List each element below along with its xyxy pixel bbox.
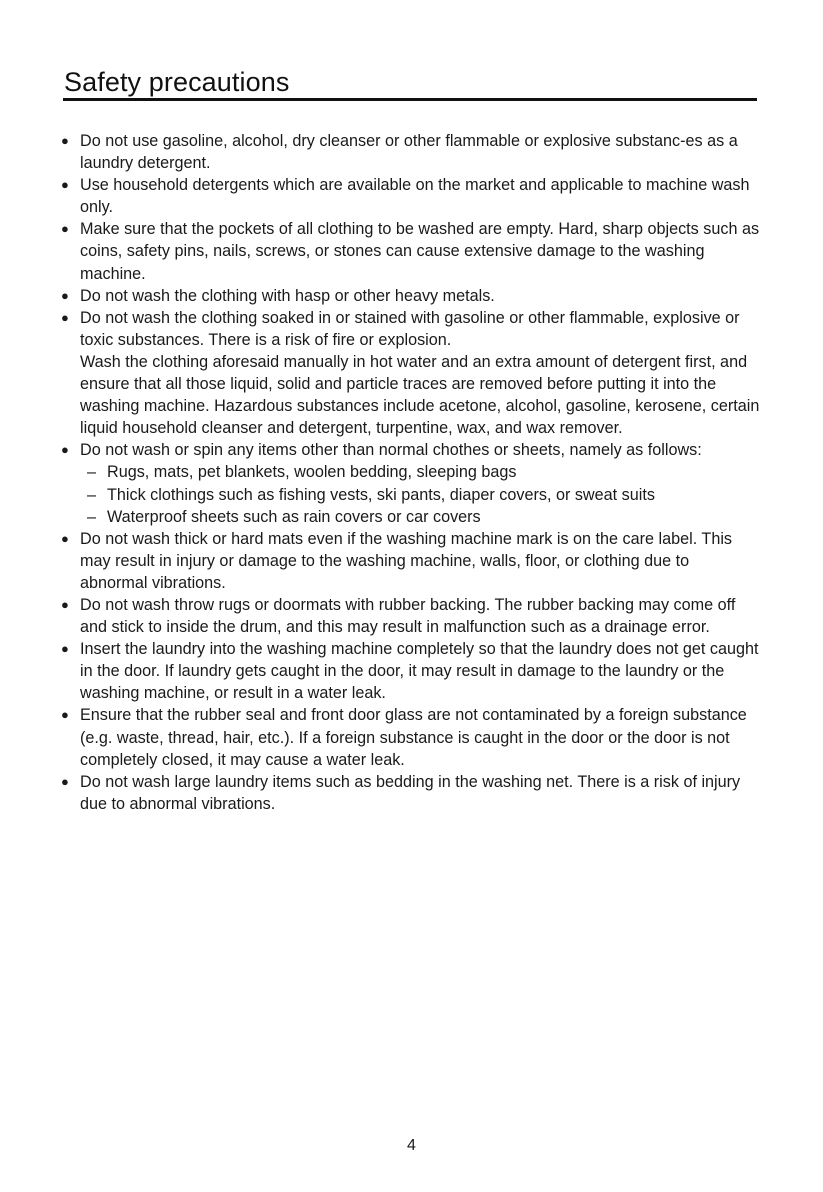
sub-list-item: [80, 484, 760, 506]
list-item: [60, 704, 760, 770]
safety-precautions-list: [60, 130, 760, 815]
list-item: [60, 594, 760, 638]
dash-icon: –: [87, 507, 97, 526]
list-item-text: Do not wash the clothing soaked in or stained with gasoline or other flammable, explosive or toxic substances. There is a risk of fire or explosion.: [80, 308, 740, 349]
list-item-text: Do not use gasoline, alcohol, dry cleanser or other flammable or explosive substanc-es as a laundry detergent.: [80, 132, 738, 173]
page-title: Safety precautions: [64, 67, 290, 97]
page-number: 4: [407, 1137, 416, 1154]
sub-list-item: [80, 506, 760, 528]
bullet-icon: ●: [61, 221, 69, 237]
list-item: [60, 130, 760, 174]
title-underline: [63, 98, 757, 101]
list-item: [60, 528, 760, 594]
sub-list-item-text: Rugs, mats, pet blankets, woolen bedding, sleeping bags: [107, 463, 517, 482]
list-item: [60, 307, 760, 440]
list-item-extra-text: Wash the clothing aforesaid manually in hot water and an extra amount of detergent first, and ensure that all those liquid, solid and particle traces are removed before putting it into the washing machine. Hazardous substances include acetone, alcohol, gasoline, kerosene, certain liquid household cleanser and detergent, turpentine, wax, and wax remover.: [80, 352, 760, 438]
bullet-icon: ●: [61, 309, 69, 325]
sub-list: [80, 461, 760, 527]
list-item-text: Do not wash large laundry items such as bedding in the washing net. There is a risk of injury due to abnormal vibrations.: [80, 772, 741, 813]
bullet-icon: ●: [61, 287, 69, 303]
list-item-text: Insert the laundry into the washing machine completely so that the laundry does not get caught in the door. If laundry gets caught in the door, it may result in damage to the laundry or the washing machine, or result in a water leak.: [80, 640, 759, 703]
list-item-text: Do not wash throw rugs or doormats with rubber backing. The rubber backing may come off and stick to inside the drum, and this may result in malfunction such as a drainage error.: [80, 595, 736, 637]
list-item: [60, 638, 760, 704]
list-item: [60, 771, 760, 815]
bullet-icon: ●: [61, 773, 69, 789]
sub-list-item-text: Waterproof sheets such as rain covers or car covers: [107, 507, 481, 526]
list-item-text: Do not wash the clothing with hasp or other heavy metals.: [80, 286, 495, 305]
bullet-icon: ●: [61, 596, 69, 612]
list-item-text: Make sure that the pockets of all clothing to be washed are empty. Hard, sharp objects such as coins, safety pins, nails, screws, or stones can cause extensive damage to the washing machine.: [80, 220, 760, 283]
list-item: [60, 285, 760, 307]
dash-icon: –: [87, 485, 97, 504]
bullet-icon: ●: [61, 133, 69, 148]
bullet-icon: ●: [61, 641, 69, 657]
list-item-text: Use household detergents which are available on the market and applicable to machine wash only.: [80, 176, 750, 217]
bullet-icon: ●: [61, 442, 69, 458]
sub-list-item: [80, 461, 760, 483]
sub-list-item-text: Thick clothings such as fishing vests, ski pants, diaper covers, or sweat suits: [107, 485, 655, 504]
list-item: [60, 439, 760, 527]
list-item-text: Do not wash or spin any items other than normal chothes or sheets, namely as follows:: [80, 441, 702, 460]
list-item: [60, 174, 760, 218]
dash-icon: –: [87, 463, 97, 482]
bullet-icon: ●: [61, 707, 69, 723]
bullet-icon: ●: [61, 177, 69, 193]
bullet-icon: ●: [61, 530, 69, 546]
list-item: [60, 218, 760, 284]
list-item-text: Ensure that the rubber seal and front door glass are not contaminated by a foreign substance (e.g. waste, thread, hair, etc.). If a foreign substance is caught in the door or the door is not completely closed, it may cause a water leak.: [80, 706, 747, 769]
list-item-text: Do not wash thick or hard mats even if the washing machine mark is on the care label. This may result in injury or damage to the washing machine, walls, floor, or clothing due to abnormal vibrations.: [80, 529, 733, 592]
